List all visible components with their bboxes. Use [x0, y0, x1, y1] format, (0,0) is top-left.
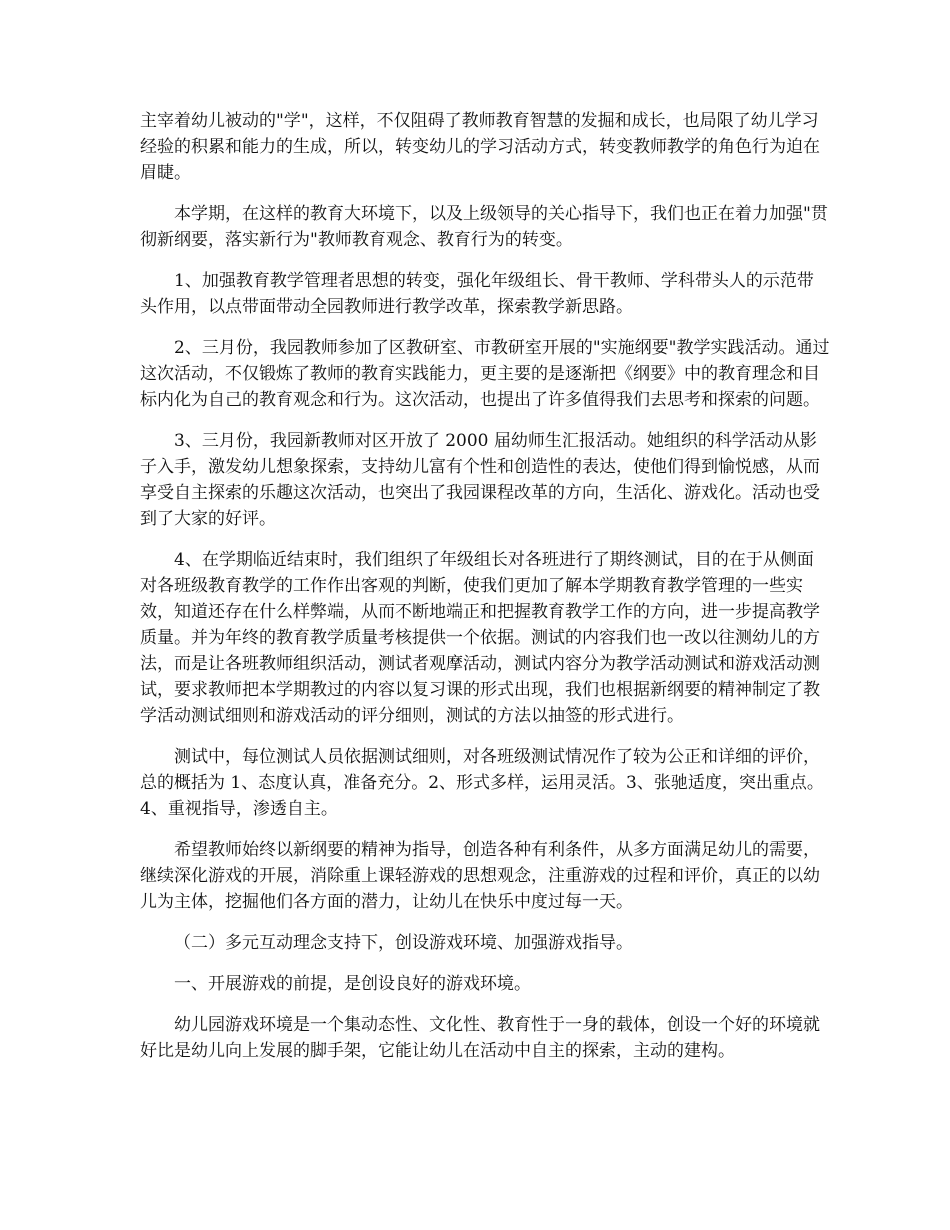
subsection-heading-1: 一、开展游戏的前提，是创设良好的游戏环境。 [174, 974, 531, 994]
paragraph-3: 1、加强教育教学管理者思想的转变，强化年级组长、骨干教师、学科带头人的示范带头作用，以点带面带动全园教师进行教学改革，探索教学新思路。 [140, 271, 814, 317]
paragraph-7: 测试中，每位测试人员依据测试细则，对各班级测试情况作了较为公正和详细的评价，总的概括为 1、态度认真，准备充分。2、形式多样，运用灵活。3、张驰适度，突出重点。4、重视指导，渗透自主。 [140, 747, 824, 819]
paragraph-2: 本学期，在这样的教育大环境下，以及上级领导的关心指导下，我们也正在着力加强"贯彻新纲要，落实新行为"教师教育观念、教育行为的转变。 [140, 204, 828, 250]
paragraph-11: 幼儿园游戏环境是一个集动态性、文化性、教育性于一身的载体，创设一个好的环境就好比是幼儿向上发展的脚手架，它能让幼儿在活动中自主的探索，主动的建构。 [140, 1015, 820, 1061]
paragraph-4: 2、三月份，我园教师参加了区教研室、市教研室开展的"实施纲要"教学实践活动。通过这次活动，不仅锻炼了教师的教育实践能力，更主要的是逐渐把《纲要》中的教育理念和目标内化为自己的教育观念和行为。这次活动，也提出了许多值得我们去思考和探索的问题。 [140, 338, 830, 410]
paragraph-6: 4、在学期临近结束时，我们组织了年级组长对各班进行了期终测试，目的在于从侧面对各班级教育教学的工作作出客观的判断，使我们更加了解本学期教育教学管理的一些实效，知道还存在什么样弊端，从而不断地端正和把握教育教学工作的方向，进一步提高教学质量。并为年终的教育教学质量考核提供一个依据。测试的内容我们也一改以往测幼儿的方法，而是让各班教师组织活动，测试者观摩活动，测试内容分为教学活动测试和游戏活动测试，要求教师把本学期教过的内容以复习课的形式出现，我们也根据新纲要的精神制定了教学活动测试细则和游戏活动的评分细则，测试的方法以抽签的形式进行。 [140, 550, 820, 726]
paragraph-8: 希望教师始终以新纲要的精神为指导，创造各种有利条件，从多方面满足幼儿的需要，继续深化游戏的开展，消除重上课轻游戏的思想观念，注重游戏的过程和评价，真正的以幼儿为主体，挖掘他们各方面的潜力，让幼儿在快乐中度过每一天。 [140, 840, 820, 912]
paragraph-5: 3、三月份，我园新教师对区开放了 2000 届幼师生汇报活动。她组织的科学活动从影子入手，激发幼儿想象探索，支持幼儿富有个性和创造性的表达，使他们得到愉悦感，从而享受自主探索的乐趣这次活动，也突出了我园课程改革的方向，生活化、游戏化。活动也受到了大家的好评。 [140, 431, 820, 529]
paragraph-1: 主宰着幼儿被动的"学"，这样，不仅阻碍了教师教育智慧的发掘和成长，也局限了幼儿学习经验的积累和能力的生成，所以，转变幼儿的学习活动方式，转变教师教学的角色行为迫在眉睫。 [140, 111, 820, 183]
document-body [140, 108, 830, 1079]
section-heading-2: （二）多元互动理念支持下，创设游戏环境、加强游戏指导。 [174, 933, 633, 953]
